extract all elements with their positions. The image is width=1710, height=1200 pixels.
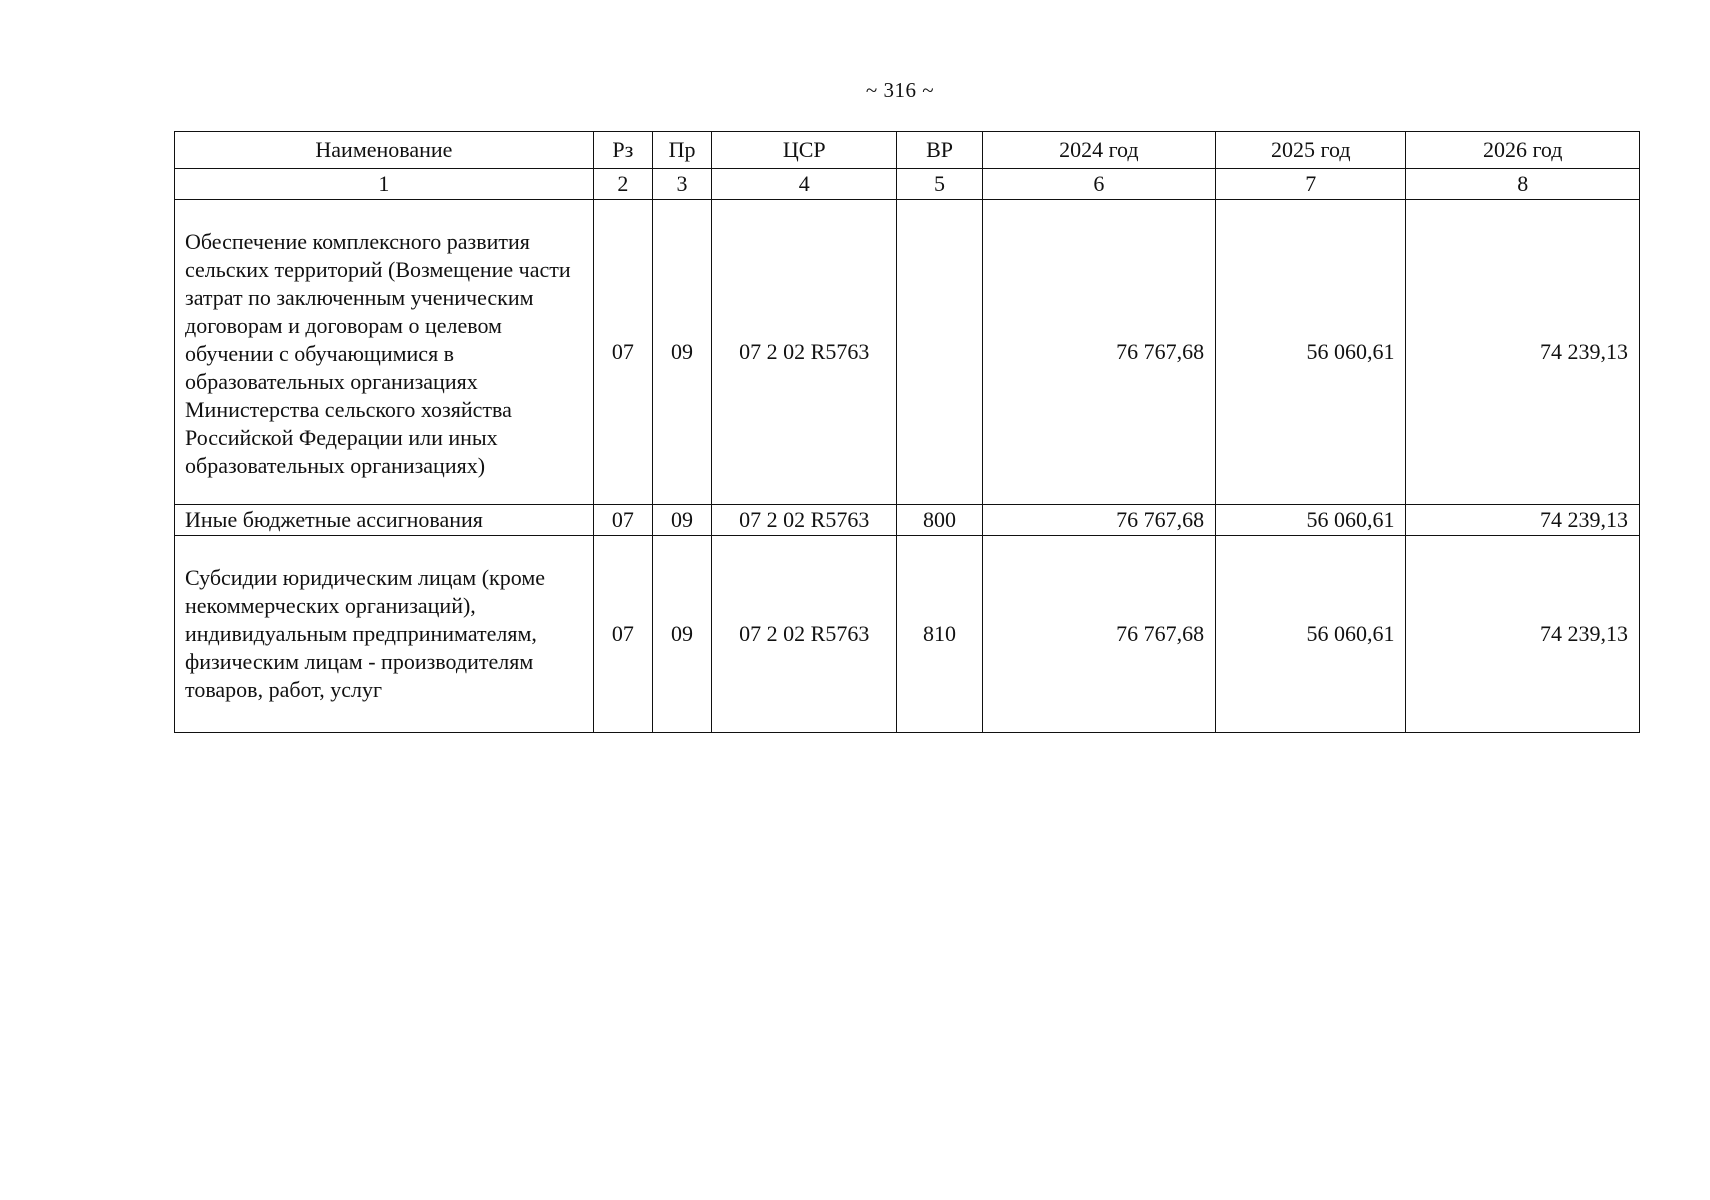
- row-csr: 07 2 02 R5763: [712, 200, 897, 505]
- row-name: Иные бюджетные ассигнования: [175, 505, 594, 536]
- page-number: ~ 316 ~: [865, 78, 935, 102]
- row-vr: 800: [897, 505, 982, 536]
- row-vr: [897, 200, 982, 505]
- col-header-rz: Рз: [593, 132, 652, 169]
- col-number: 6: [982, 169, 1215, 200]
- row-rz: 07: [593, 536, 652, 733]
- row-csr: 07 2 02 R5763: [712, 536, 897, 733]
- row-2025: 56 060,61: [1216, 200, 1406, 505]
- row-csr: 07 2 02 R5763: [712, 505, 897, 536]
- row-2024: 76 767,68: [982, 200, 1215, 505]
- col-header-csr: ЦСР: [712, 132, 897, 169]
- row-2026: 74 239,13: [1406, 536, 1640, 733]
- row-rz: 07: [593, 505, 652, 536]
- row-2026: 74 239,13: [1406, 200, 1640, 505]
- table-row: [175, 536, 1640, 733]
- row-pr: 09: [652, 536, 711, 733]
- table-row: [175, 200, 1640, 505]
- col-number: 3: [652, 169, 711, 200]
- col-number: 1: [175, 169, 594, 200]
- col-number: 7: [1216, 169, 1406, 200]
- row-name: Субсидии юридическим лицам (кроме некоммерческих организаций), индивидуальным предпринимателям, физическим лицам - производителям товаров, работ, услуг: [175, 536, 594, 733]
- row-2024: 76 767,68: [982, 505, 1215, 536]
- col-header-2026: 2026 год: [1406, 132, 1640, 169]
- col-number: 4: [712, 169, 897, 200]
- row-pr: 09: [652, 505, 711, 536]
- col-number: 8: [1406, 169, 1640, 200]
- row-pr: 09: [652, 200, 711, 505]
- col-header-name: Наименование: [175, 132, 594, 169]
- row-2024: 76 767,68: [982, 536, 1215, 733]
- col-header-vr: ВР: [897, 132, 982, 169]
- row-2026: 74 239,13: [1406, 505, 1640, 536]
- col-header-2025: 2025 год: [1216, 132, 1406, 169]
- row-vr: 810: [897, 536, 982, 733]
- table-row: [175, 505, 1640, 536]
- row-2025: 56 060,61: [1216, 505, 1406, 536]
- column-number-row: [175, 169, 1640, 200]
- header-row: [175, 132, 1640, 169]
- col-header-pr: Пр: [652, 132, 711, 169]
- row-2025: 56 060,61: [1216, 536, 1406, 733]
- col-header-2024: 2024 год: [982, 132, 1215, 169]
- budget-table: [174, 131, 1640, 733]
- row-rz: 07: [593, 200, 652, 505]
- row-name: Обеспечение комплексного развития сельских территорий (Возмещение части затрат по заключенным ученическим договорам и договорам о целевом обучении с обучающимися в образовательных организациях Министерства сельского хозяйства Российской Федерации или иных образовательных организациях): [175, 200, 594, 505]
- col-number: 2: [593, 169, 652, 200]
- col-number: 5: [897, 169, 982, 200]
